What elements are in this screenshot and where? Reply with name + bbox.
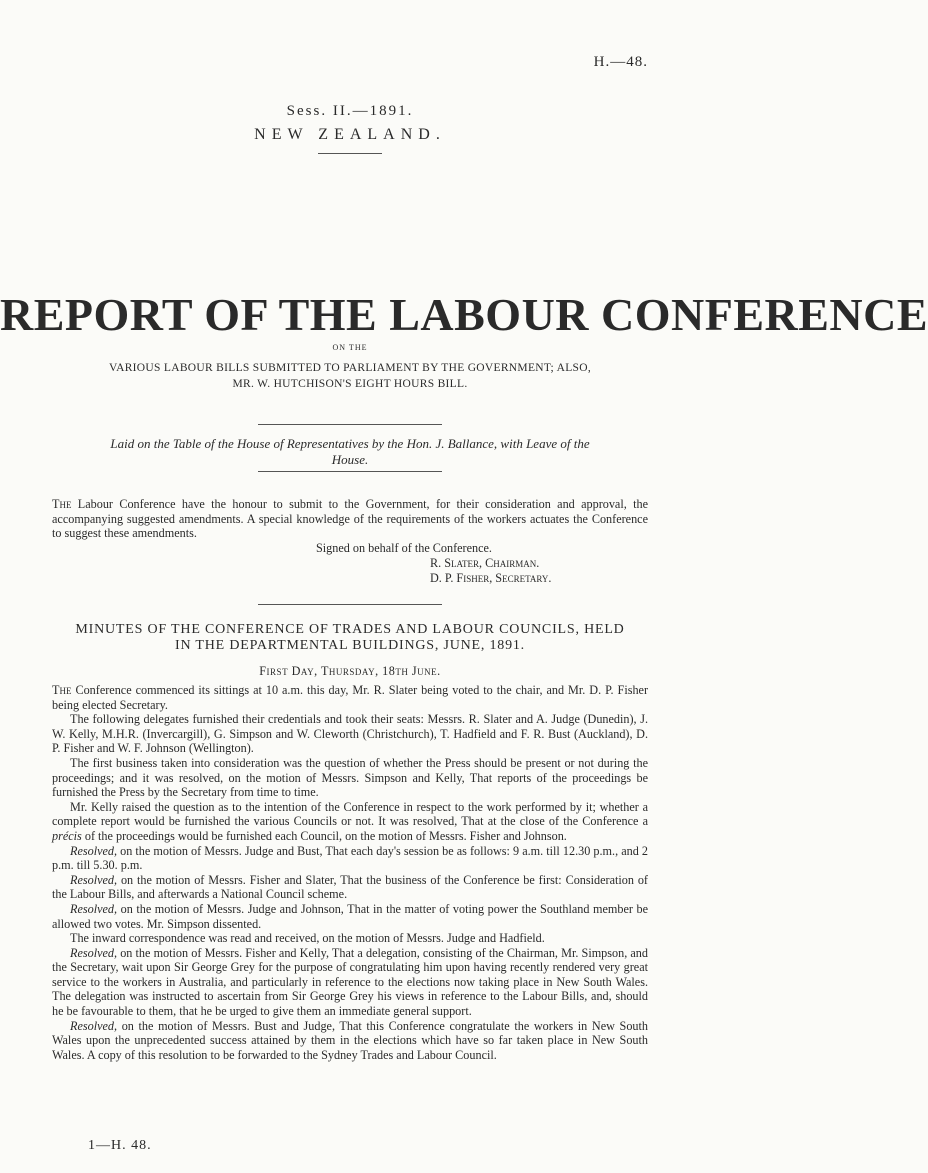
minutes-heading xyxy=(52,622,648,654)
divider xyxy=(318,153,382,154)
italic-term: précis xyxy=(52,828,82,843)
paragraph-text: The inward correspondence was read and received, on the motion of Messrs. Judge and Hadfield. xyxy=(70,931,545,946)
paragraph-text: on the motion of Messrs. Judge and Bust, That each day's session be as follows: 9 a.m. till 12.30 p.m., and 2 p.m. till 5.30. p.m. xyxy=(52,843,648,873)
minutes-paragraph xyxy=(52,931,648,946)
country-heading: NEW ZEALAND. xyxy=(254,126,446,143)
laid-line: House. xyxy=(331,452,369,467)
signed-line: Signed on behalf of the Conference. xyxy=(316,541,492,555)
minutes-paragraph xyxy=(52,756,648,800)
session-heading: Sess. II.—1891. xyxy=(286,103,414,119)
paragraph-text: The following delegates furnished their credentials and took their seats: Messrs. R. Slater and A. Judge (Dunedin), J. W. Kelly, M.H.R. (Invercargill), G. Simpson and W. Cleworth (Christchurch), T. Hadfield and F. R. Bust (Auckland), D. P. Fisher and W. F. Johnson (Wellington). xyxy=(52,712,648,756)
resolved-label: Resolved, xyxy=(70,901,118,916)
resolved-label: Resolved, xyxy=(70,1018,118,1033)
resolved-label: Resolved, xyxy=(70,872,118,887)
divider xyxy=(258,604,442,605)
paragraph-text: of the proceedings would be furnished each Council, on the motion of Messrs. Fisher and Johnson. xyxy=(84,828,567,843)
paragraph-text: on the motion of Messrs. Fisher and Kelly, That a delegation, consisting of the Chairman, Mr. Simpson, and the Secretary, wait upon Sir George Grey for the purpose of congratulating him upon having recently rendered very great service to the workers in Australia, and particularly in reference to the elections now taking place in New South Wales. The delegation was instructed to ascertain from Sir George Grey his views in reference to the Labour Bills, and, should he be favourable to them, that he be urged to give them an immediate general support. xyxy=(52,945,648,1019)
subtitle-line: VARIOUS LABOUR BILLS SUBMITTED TO PARLIAMENT BY THE GOVERNMENT; ALSO, xyxy=(108,362,592,374)
subtitle-line: MR. W. HUTCHISON'S EIGHT HOURS BILL. xyxy=(232,378,468,390)
report-subtitle xyxy=(60,360,640,392)
resolved-label: Resolved, xyxy=(70,843,118,858)
day-heading: First Day, Thursday, 18th June. xyxy=(259,664,441,678)
signature-chairman: R. Slater, Chairman. xyxy=(430,556,540,570)
minutes-paragraph xyxy=(52,1019,648,1063)
minutes-paragraph xyxy=(52,712,648,756)
report-title: REPORT OF THE LABOUR CONFERENCE xyxy=(0,289,928,340)
minutes-paragraph xyxy=(52,946,648,1019)
resolved-label: Resolved, xyxy=(70,945,118,960)
minutes-body xyxy=(52,683,648,1062)
minutes-heading-line: MINUTES OF THE CONFERENCE OF TRADES AND LABOUR COUNCILS, HELD xyxy=(75,622,625,637)
lead-word: The xyxy=(52,683,72,697)
intro-paragraph xyxy=(52,497,648,541)
minutes-paragraph xyxy=(52,902,648,931)
page-signature: 1—H. 48. xyxy=(88,1138,152,1153)
laid-line: Laid on the Table of the House of Representatives by the Hon. J. Ballance, with Leave of the xyxy=(110,436,590,451)
minutes-heading-line: IN THE DEPARTMENTAL BUILDINGS, JUNE, 1891. xyxy=(174,638,525,653)
minutes-paragraph xyxy=(52,800,648,844)
title-connector: ON THE xyxy=(332,343,368,352)
paragraph-text: Mr. Kelly raised the question as to the intention of the Conference in respect to the work performed by it; whether a complete report would be furnished the various Councils or not. It was resolved, That at the close of the Conference a xyxy=(52,799,648,829)
laid-on-table-notice xyxy=(52,436,648,468)
document-reference: H.—48. xyxy=(593,54,648,70)
paragraph-text: Conference commenced its sittings at 10 a.m. this day, Mr. R. Slater being voted to the chair, and Mr. D. P. Fisher being elected Secretary. xyxy=(52,683,649,712)
signature-secretary: D. P. Fisher, Secretary. xyxy=(430,571,552,585)
divider xyxy=(258,471,442,472)
minutes-paragraph xyxy=(52,844,648,873)
paragraph-text: The first business taken into consideration was the question of whether the Press should be present or not during the proceedings; and it was resolved, on the motion of Messrs. Simpson and Kelly, That reports of the proceedings be furnished the Press by the Secretary from time to time. xyxy=(52,755,648,800)
divider xyxy=(258,424,442,425)
intro-text: Labour Conference have the honour to submit to the Government, for their consideration and approval, the accompanying suggested amendments. A special knowledge of the requirements of the workers actuates the Conference to suggest these amendments. xyxy=(52,497,649,541)
minutes-paragraph xyxy=(52,683,648,712)
lead-word: The xyxy=(52,497,72,511)
paragraph-text: on the motion of Messrs. Fisher and Slater, That the business of the Conference be first: Consideration of the Labour Bills, and afterwards a National Council scheme. xyxy=(52,872,648,902)
minutes-paragraph xyxy=(52,873,648,902)
paragraph-text: on the motion of Messrs. Bust and Judge, That this Conference congratulate the workers in New South Wales upon the unprecedented success attained by them in the elections which have so far taken place in New South Wales. A copy of this resolution to be forwarded to the Sydney Trades and Labour Council. xyxy=(52,1018,648,1062)
paragraph-text: on the motion of Messrs. Judge and Johnson, That in the matter of voting power the Southland member be allowed two votes. Mr. Simpson dissented. xyxy=(52,901,649,931)
